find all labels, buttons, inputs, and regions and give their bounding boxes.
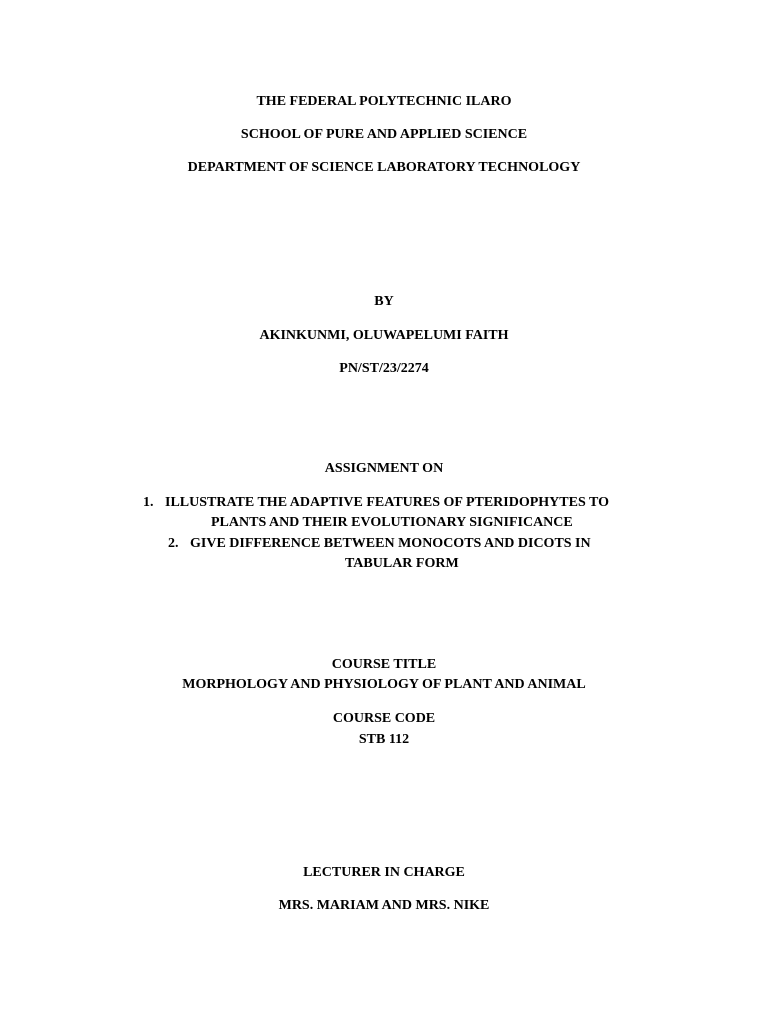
school-name: SCHOOL OF PURE AND APPLIED SCIENCE: [240, 127, 528, 142]
by-label: BY: [374, 294, 394, 309]
assignment-heading: ASSIGNMENT ON: [324, 461, 444, 476]
lecturer-label: LECTURER IN CHARGE: [303, 865, 465, 880]
lecturer-names: MRS. MARIAM AND MRS. NIKE: [278, 898, 490, 913]
matric-number: PN/ST/23/2274: [339, 361, 429, 376]
course-title: MORPHOLOGY AND PHYSIOLOGY OF PLANT AND ANIMAL: [182, 677, 586, 692]
course-code: STB 112: [358, 732, 410, 747]
department-name: DEPARTMENT OF SCIENCE LABORATORY TECHNOLOGY: [187, 160, 581, 175]
course-title-label: COURSE TITLE: [331, 657, 437, 672]
institution-name: THE FEDERAL POLYTECHNIC ILARO: [256, 94, 512, 109]
list-item-number: 2.: [168, 536, 179, 551]
course-code-label: COURSE CODE: [332, 711, 436, 726]
list-item-number: 1.: [143, 495, 154, 510]
list-item-line: TABULAR FORM: [345, 556, 459, 571]
list-item-line: PLANTS AND THEIR EVOLUTIONARY SIGNIFICANCE: [211, 515, 573, 530]
author-name: AKINKUNMI, OLUWAPELUMI FAITH: [259, 328, 509, 343]
list-item-line: GIVE DIFFERENCE BETWEEN MONOCOTS AND DICOTS IN: [190, 536, 591, 551]
list-item-line: ILLUSTRATE THE ADAPTIVE FEATURES OF PTERIDOPHYTES TO: [165, 495, 609, 510]
